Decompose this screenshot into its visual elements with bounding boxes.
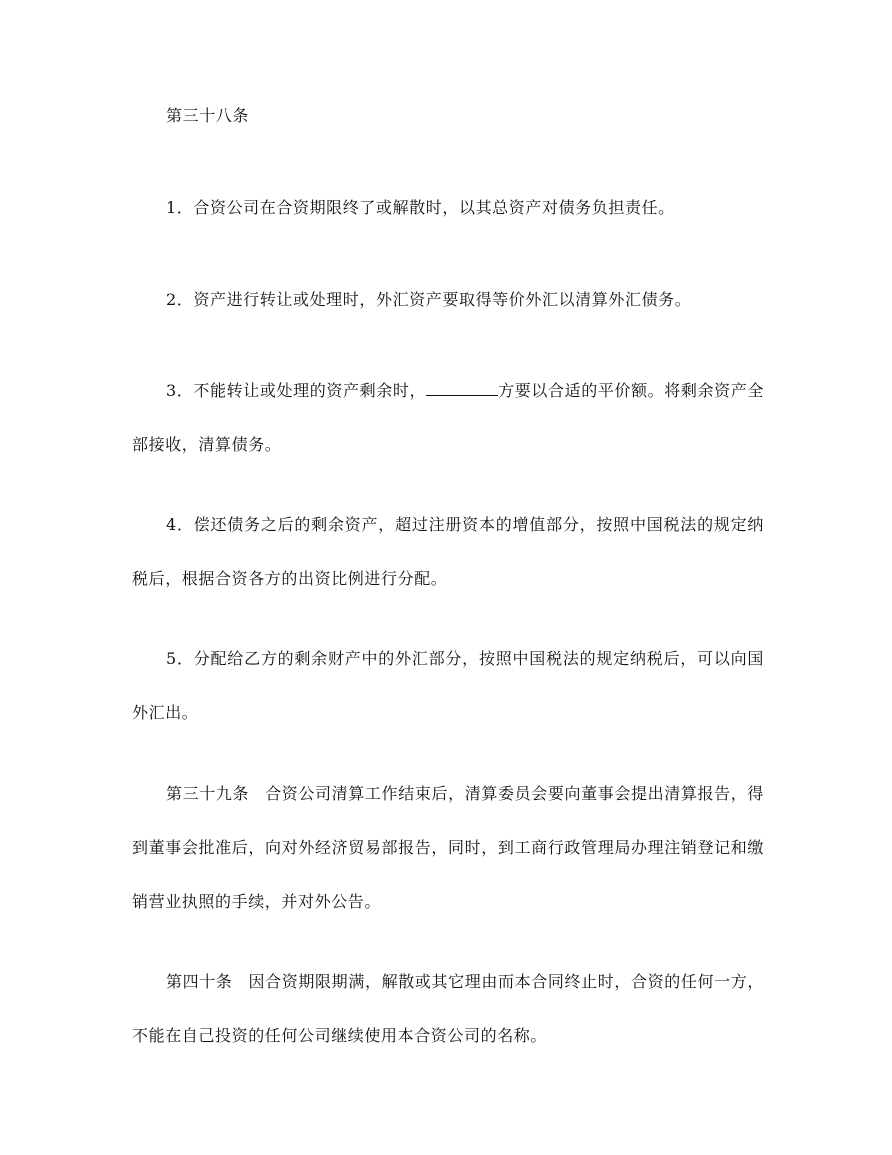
article-38-item-5: 5．分配给乙方的剩余财产中的外汇部分，按照中国税法的规定纳税后，可以向国外汇出。: [132, 649, 764, 722]
article-40-heading: 第四十条: [166, 972, 233, 991]
article-40-text: 因合资期限期满，解散或其它理由而本合同终止时，合资的任何一方，不能在自己投资的任何公司继续使用本合资公司的名称。: [132, 972, 764, 1045]
article-38-item-3: 3．不能转让或处理的资产剩余时， 方要以合适的平价额。将剩余资产全部接收，清算债务。: [132, 381, 764, 454]
fill-in-blank: [426, 381, 498, 396]
article-38-heading: 第三十八条: [166, 106, 250, 125]
article-39-heading: 第三十九条: [166, 784, 250, 803]
article-39-text: 合资公司清算工作结束后，清算委员会要向董事会提出清算报告，得到董事会批准后，向对外经济贸易部报告，同时，到工商行政管理局办理注销登记和缴销营业执照的手续，并对外公告。: [132, 784, 764, 911]
article-40: [132, 955, 764, 1063]
article-38-item-2: 2．资产进行转让或处理时，外汇资产要取得等价外汇以清算外汇债务。: [166, 290, 692, 309]
article-38-item-4: 4．偿还债务之后的剩余资产，超过注册资本的增值部分，按照中国税法的规定纳税后，根据合资各方的出资比例进行分配。: [132, 515, 764, 588]
article-38-item-1: 1．合资公司在合资期限终了或解散时，以其总资产对债务负担责任。: [166, 198, 675, 217]
article-39: [132, 767, 764, 929]
